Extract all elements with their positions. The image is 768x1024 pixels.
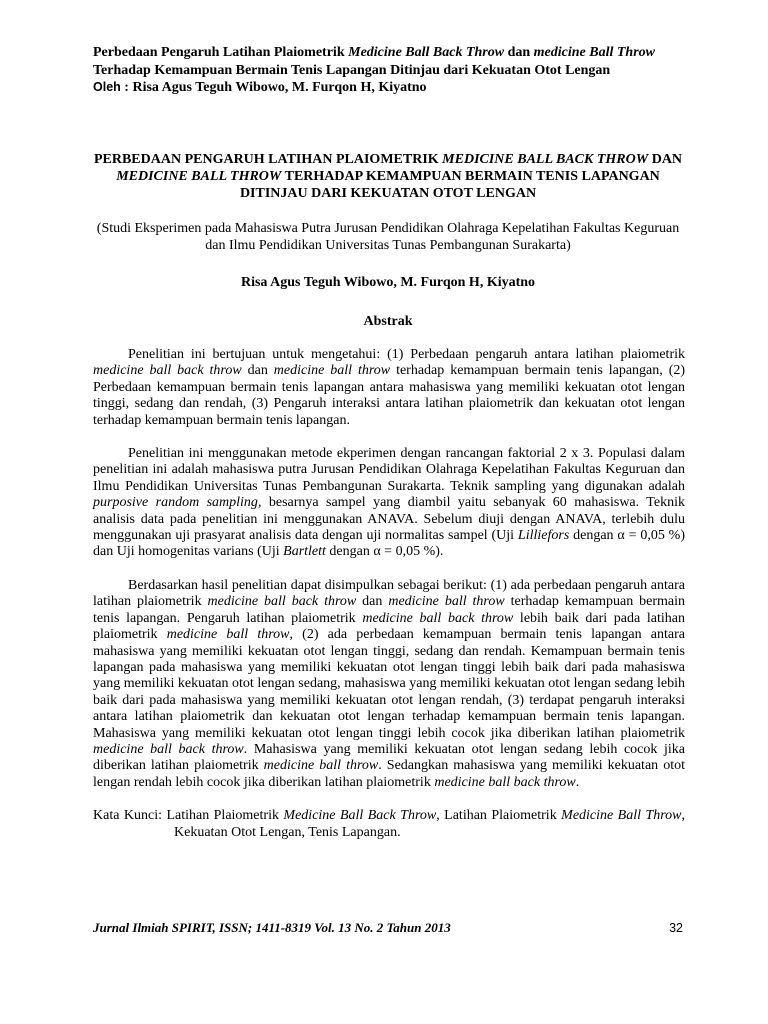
abstract-paragraph-1: Penelitian ini bertujuan untuk mengetahui: (1) Perbedaan pengaruh antara latihan plaiometrik medicine ball back throw dan medicine ball throw terhadap kemampuan bermain tenis lapangan, (2) Perbedaan kemampuan bermain tenis lapangan antara mahasiswa yang memiliki kekuatan otot lengan tinggi, sedang dan rendah, (3) Pengaruh interaksi antara latihan plaiometrik dan kekuatan otot lengan terhadap kemampuan bermain tenis lapangan. [93, 347, 686, 428]
paper-subtitle: (Studi Eksperimen pada Mahasiswa Putra Jurusan Pendidikan Olahraga Kepelatihan Fakultas Keguruan dan Ilmu Pendidikan Universitas Tunas Pembangunan Surakarta) [96, 221, 680, 253]
running-header-title: Perbedaan Pengaruh Latihan Plaiometrik Medicine Ball Back Throw dan medicine Ball Throw Terhadap Kemampuan Bermain Tenis Lapangan Ditinjau dari Kekuatan Otot Lengan [93, 45, 655, 78]
abstract-paragraph-3: Berdasarkan hasil penelitian dapat disimpulkan sebagai berikut: (1) ada perbedaan pengaruh antara latihan plaiometrik medicine ball back throw dan medicine ball throw terhadap kemampuan bermain tenis lapangan. Pengaruh latihan plaiometrik medicine ball back throw lebih baik dari pada latihan plaiometrik medicine ball throw, (2) ada perbedaan kemampuan bermain tenis lapangan antara mahasiswa yang memiliki kekuatan otot lengan tinggi, sedang dan rendah. Kemampuan bermain tenis lapangan pada mahasiswa yang memiliki kekuatan otot lengan tinggi lebih baik dari pada mahasiswa yang memiliki kekuatan otot lengan sedang, mahasiswa yang memiliki kekuatan otot lengan sedang lebih baik dari pada mahasiswa yang memiliki kekuatan otot lengan rendah, (3) terdapat pengaruh interaksi antara latihan plaiometrik dan kekuatan otot lengan terhadap kemampuan bermain tenis lapangan. Mahasiswa yang memiliki kekuatan otot lengan tinggi lebih cocok jika diberikan latihan plaiometrik medicine ball back throw. Mahasiswa yang memiliki kekuatan otot lengan sedang lebih cocok jika diberikan latihan plaiometrik medicine ball throw. Sedangkan mahasiswa yang memiliki kekuatan otot lengan rendah lebih cocok jika diberikan latihan plaiometrik medicine ball back throw. [93, 577, 686, 790]
oleh-label: Oleh [93, 80, 121, 94]
abstract-body [93, 347, 685, 841]
page-number: 32 [669, 921, 683, 935]
paper-title: PERBEDAAN PENGARUH LATIHAN PLAIOMETRIK MEDICINE BALL BACK THROW DAN MEDICINE BALL THROW TERHADAP KEMAMPUAN BERMAIN TENIS LAPANGAN DITINJAU DARI KEKUATAN OTOT LENGAN [93, 152, 683, 201]
paper-authors: Risa Agus Teguh Wibowo, M. Furqon H, Kiyatno [240, 275, 536, 290]
journal-citation: Jurnal Ilmiah SPIRIT, ISSN; 1411-8319 Vol. 13 No. 2 Tahun 2013 [93, 920, 451, 935]
running-header [93, 44, 683, 97]
running-header-authors: Oleh : Risa Agus Teguh Wibowo, M. Furqon H, Kiyatno [93, 80, 427, 95]
abstract-heading: Abstrak [363, 314, 413, 329]
abstract-paragraph-2: Penelitian ini menggunakan metode ekperimen dengan rancangan faktorial 2 x 3. Populasi dalam penelitian ini adalah mahasiswa putra Jurusan Pendidikan Olahraga Kepelatihan Fakultas Keguruan dan Ilmu Pendidikan Universitas Tunas Pembangunan Surakarta. Teknik sampling yang digunakan adalah purposive random sampling, besarnya sampel yang diambil yaitu sebanyak 60 mahasiswa. Teknik analisis data pada penelitian ini menggunakan ANAVA. Sebelum diuji dengan ANAVA, terlebih dulu menggunakan uji prasyarat analisis data dengan uji normalitas sampel (Uji Lilliefors dengan α = 0,05 %) dan Uji homogenitas varians (Uji Bartlett dengan α = 0,05 %). [93, 446, 686, 560]
page-footer [93, 920, 683, 938]
keywords-label: Kata Kunci: [93, 808, 167, 824]
keywords: Kata Kunci: Latihan Plaiometrik Medicine Ball Back Throw, Latihan Plaiometrik Medicine Ball Throw, Kekuatan Otot Lengan, Tenis Lapangan. [93, 808, 686, 840]
